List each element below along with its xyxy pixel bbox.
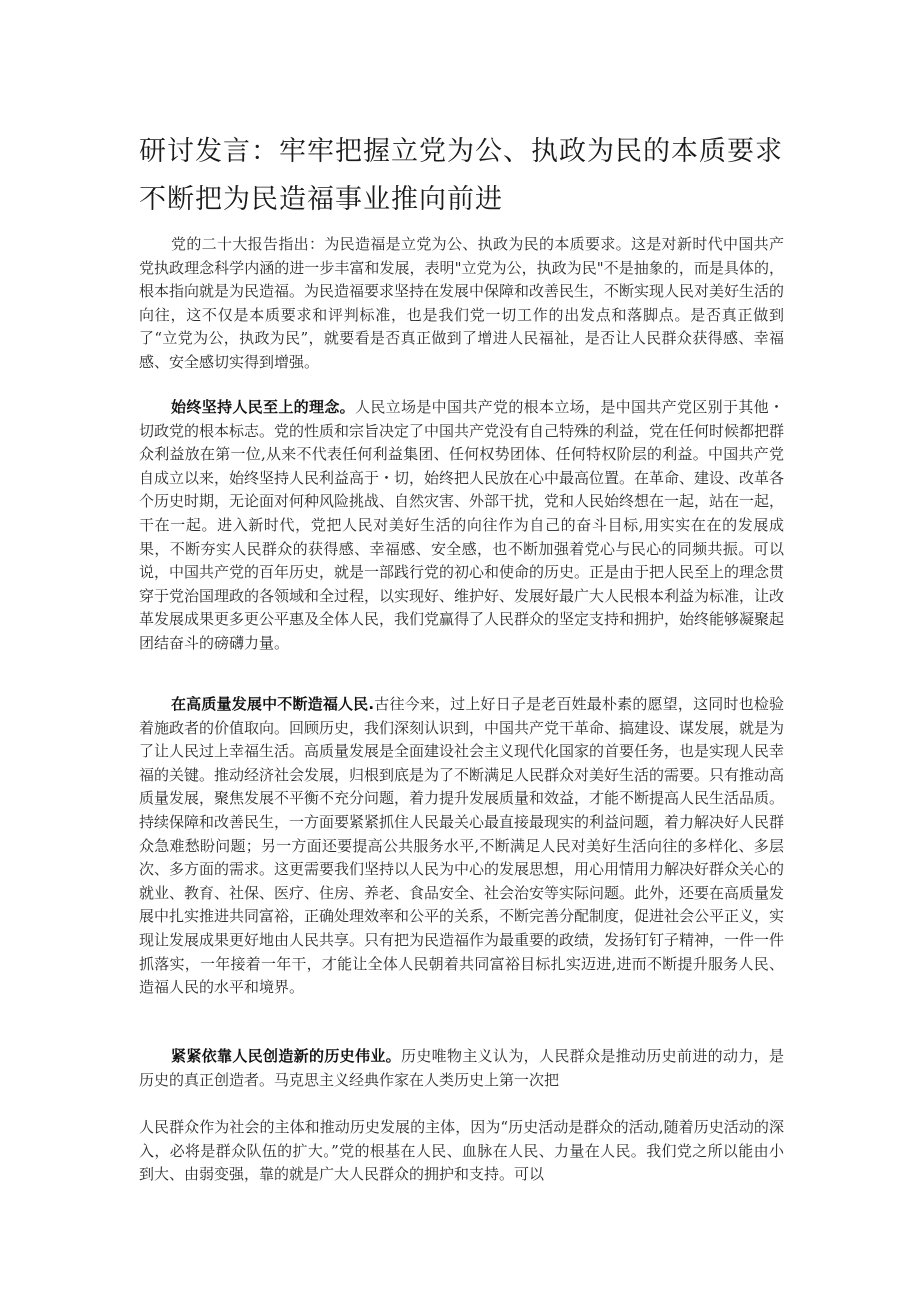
paragraph-text: 历史唯物主义认为，人民群众是推动历史前进的动力，是历史的真正创造者。马克思主义经典作家在人类历史上第一次把 [139, 1047, 784, 1089]
paragraph-text: 古往今来，过上好日子是老百姓最朴素的愿望，这同时也检验着施政者的价值取向。回顾历史，我们深刻认识到，中国共产党干革命、搞建设、谋发展，就是为了让人民过上幸福生活。高质量发展是全面建设社会主义现代化国家的首要任务，也是实现人民幸福的关键。推动经济社会发展，归根到底是为了不断满足人民群众对美好生活的需要。只有推动高质量发展，聚焦发展不平衡不充分问题，着力提升发展质量和效益，才能不断提高人民生活品质。持续保障和改善民生，一方面要紧紧抓住人民最关心最直接最现实的利益问题，着力解决好人民群众急难愁盼问题；另一方面还要提高公共服务水平,不断满足人民对美好生活向往的多样化、多层次、多方面的需求。这更需要我们坚持以人民为中心的发展思想，用心用情用力解决好群众关心的就业、教育、社保、医疗、住房、养老、食品安全、社会治安等实际问题。此外，还要在高质量发展中扎实推进共同富裕，正确处理效率和公平的关系，不断完善分配制度，促进社会公平正义，实现让发展成果更好地由人民共享。只有把为民造福作为最重要的政绩，发扬钉钉子精神，一件一件抓落实，一年接着一年干，才能让全体人民朝着共同富裕目标扎实迈进,进而不断提升服务人民、造福人民的水平和境界。 [139, 695, 785, 997]
paragraph-lead: 紧紧依靠人民创造新的历史伟业。 [171, 1047, 401, 1065]
paragraph-high-quality-development [139, 693, 784, 1000]
document-title-line-2: 不断把为民造福事业推向前进 [139, 184, 503, 215]
paragraph-lead: 在高质量发展中不断造福人民. [171, 695, 375, 713]
paragraph-text: 人民群众作为社会的主体和推动历史发展的主体，因为“历史活动是群众的活动,随着历史活动的深入，必将是群众队伍的扩大。”党的根基在人民、血脉在人民、力量在人民。我们党之所以能由小到大、由弱变强，靠的就是广大人民群众的拥护和支持。可以 [139, 1118, 784, 1184]
paragraph-text: 党的二十大报告指出：为民造福是立党为公、执政为民的本质要求。这是对新时代中国共产党执政理念科学内涵的进一步丰富和发展，表明"立党为公，执政为民"不是抽象的，而是具体的，根本指向就是为民造福。为民造福要求坚持在发展中保障和改善民生，不断实现人民对美好生活的向往，这不仅是本质要求和评判标准，也是我们党一切工作的出发点和落脚点。是否真正做到了“立党为公，执政为民”，就要看是否真正做到了增进人民福祉，是否让人民群众获得感、幸福感、安全感切实得到增强。 [139, 235, 785, 371]
paragraph-people-first [139, 396, 784, 656]
paragraph-intro [139, 233, 784, 375]
paragraph-text: 人民立场是中国共产党的根本立场，是中国共产党区别于其他・切政党的根本标志。党的性质和宗旨决定了中国共产党没有自己特殊的利益，党在任何时候都把群众利益放在第一位,从来不代表任何利益集团、任何权势团体、任何特权阶层的利益。中国共产党自成立以来，始终坚持人民利益高于・切，始终把人民放在心中最高位置。在革命、建设、改革各个历史时期，无论面对何种风险挑战、自然灾害、外部干扰，党和人民始终想在一起，站在一起，干在一起。进入新时代，党把人民对美好生活的向往作为自己的奋斗目标,用实实在在的发展成果，不断夯实人民群众的获得感、幸福感、安全感，也不断加强着党心与民心的同频共振。可以说，中国共产党的百年历史，就是一部践行党的初心和使命的历史。正是由于把人民至上的理念贯穿于党治国理政的各领域和全过程，以实现好、维护好、发展好最广大人民根本利益为标准，让改革发展成果更多更公平惠及全体人民，我们党赢得了人民群众的坚定支持和拥护，始终能够凝聚起团结奋斗的磅礴力量。 [139, 398, 785, 652]
document-title-line-1: 研讨发言：牢牢把握立党为公、执政为民的本质要求 [139, 136, 783, 167]
paragraph-continuation [139, 1116, 784, 1187]
paragraph-rely-on-people [139, 1045, 784, 1092]
document-title [139, 128, 799, 224]
paragraph-lead: 始终坚持人民至上的理念。 [171, 398, 355, 416]
